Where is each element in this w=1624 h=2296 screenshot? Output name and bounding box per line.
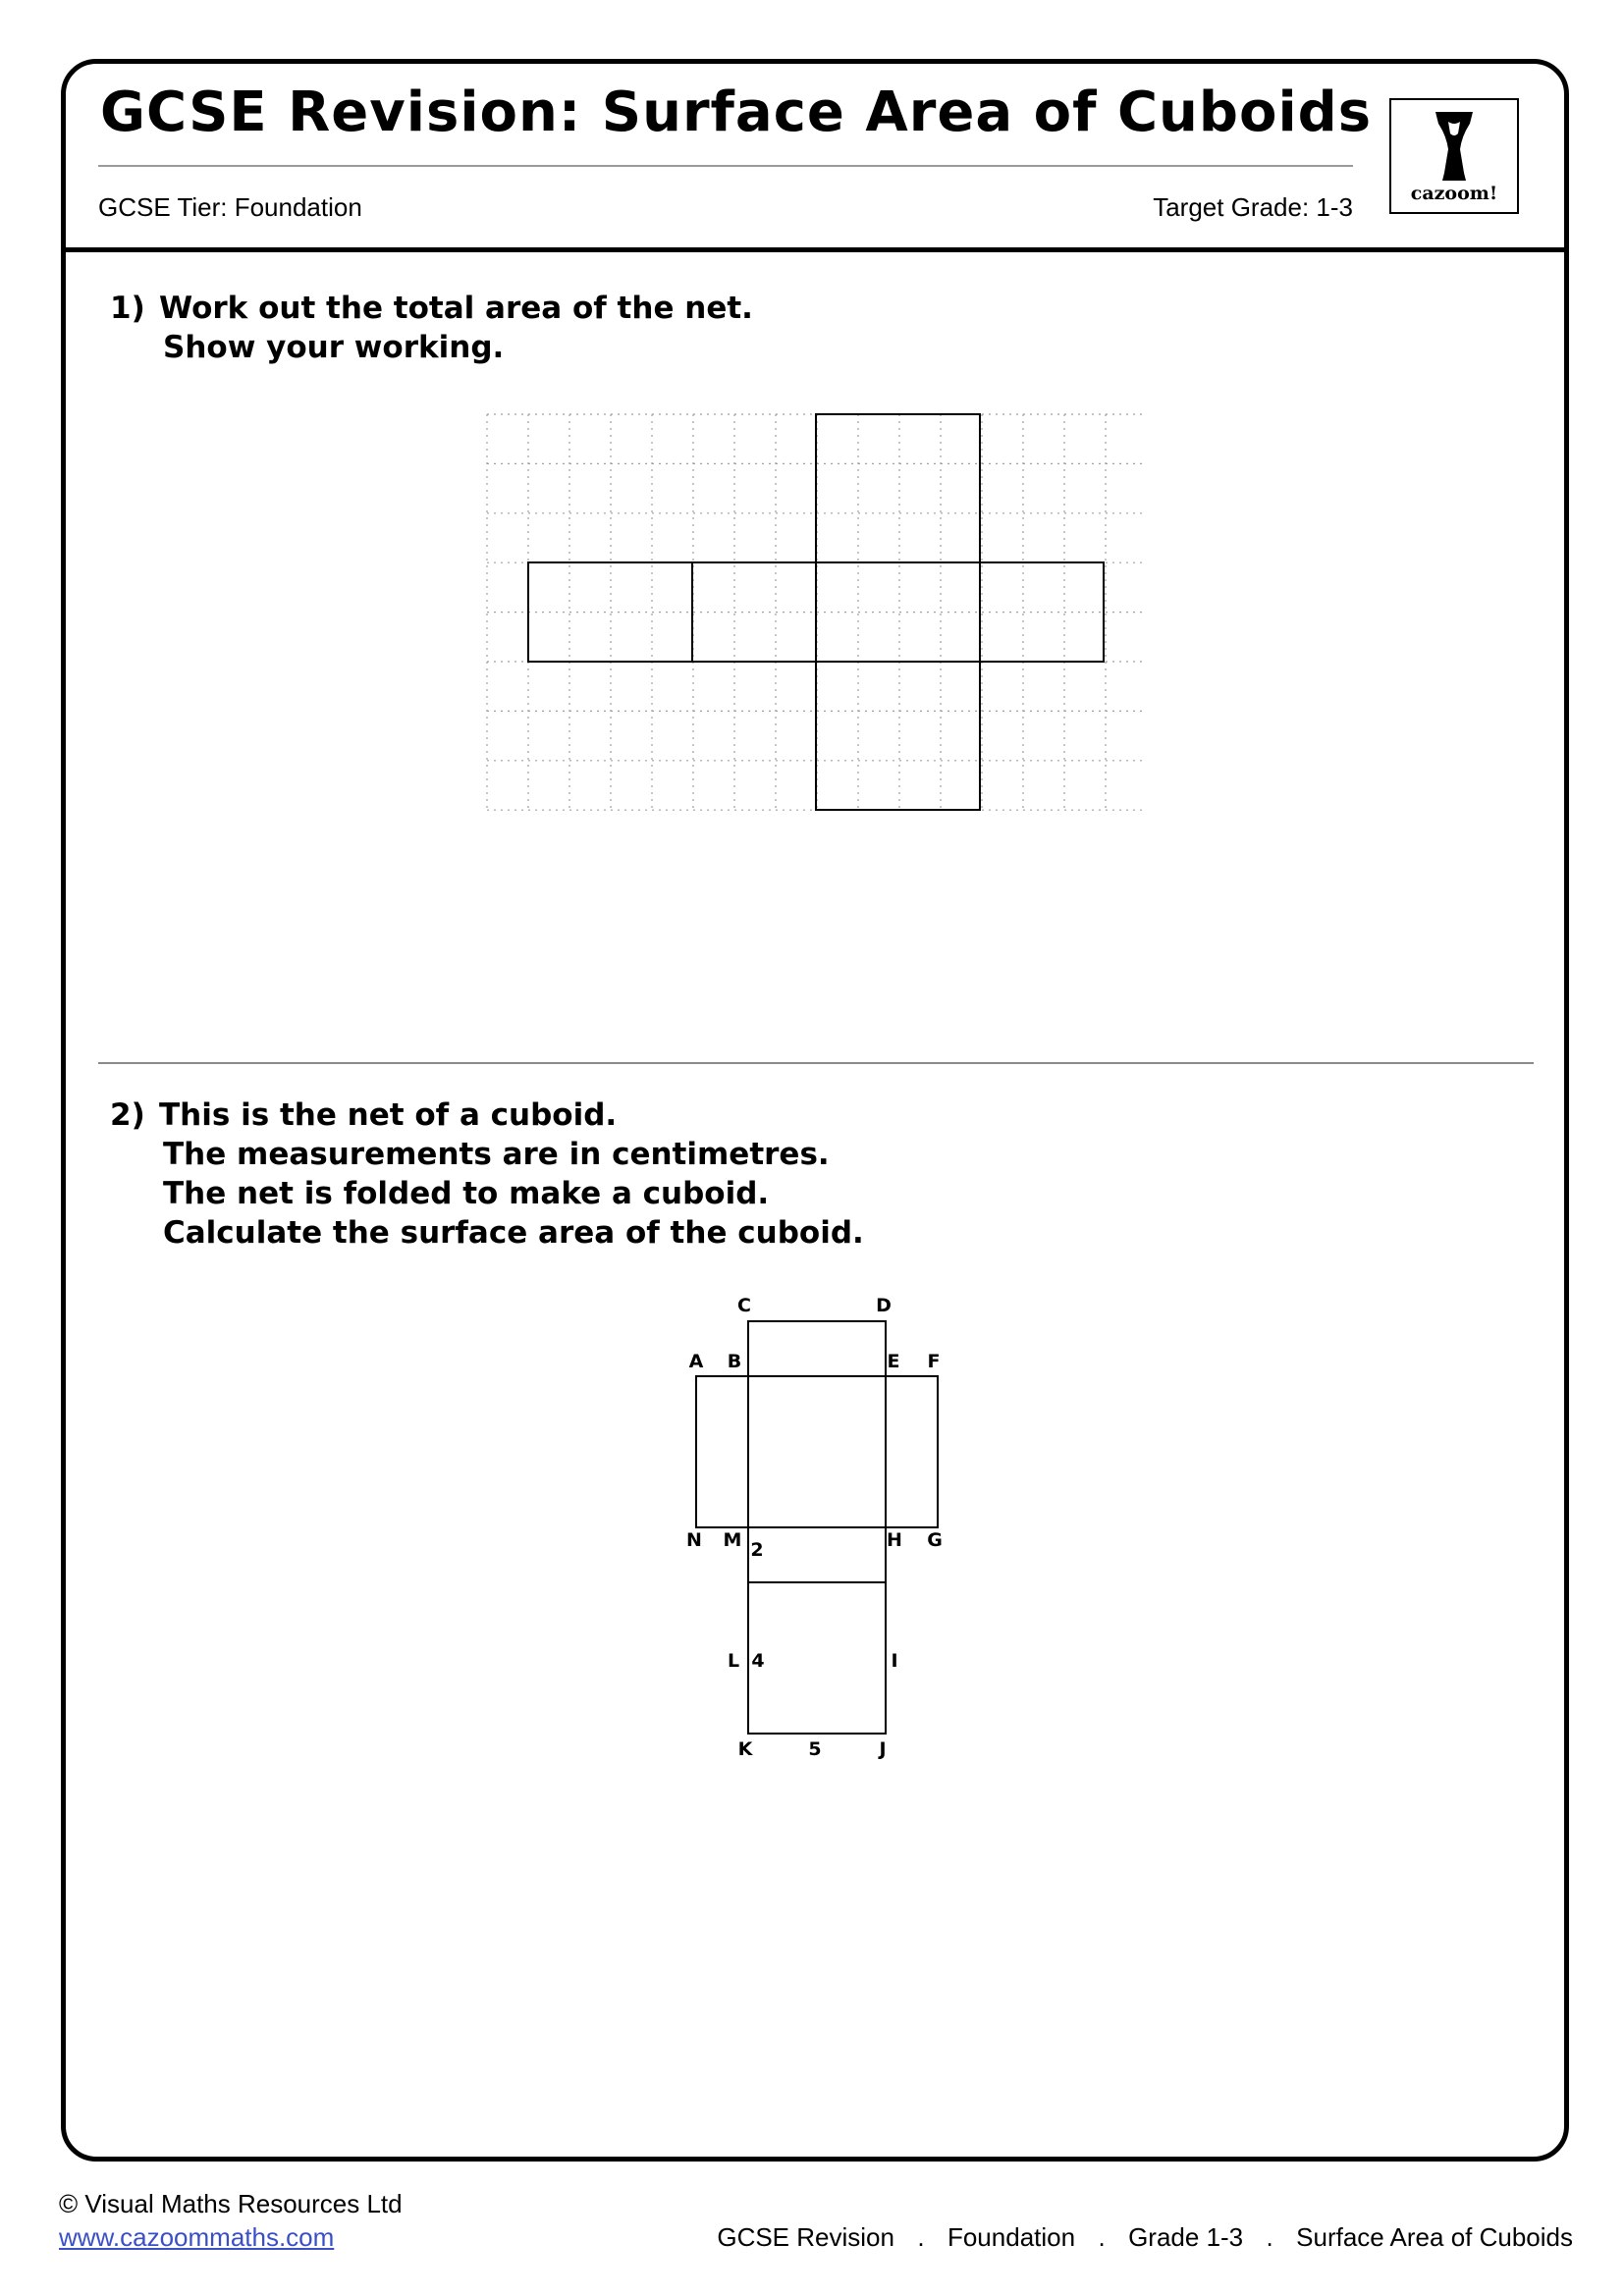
vertex-label-m: M — [723, 1529, 742, 1551]
question-2-line-2: The measurements are in centimetres. — [163, 1137, 830, 1172]
target-grade-label: Target Grade: 1-3 — [1153, 192, 1353, 222]
footer-nav-item: Surface Area of Cuboids — [1296, 2222, 1573, 2252]
footer-separator: . — [917, 2222, 925, 2252]
footer-nav-item: Foundation — [947, 2222, 1076, 2252]
dimension-label-4: 4 — [751, 1650, 765, 1672]
question-2-line-4: Calculate the surface area of the cuboid. — [163, 1215, 864, 1251]
net2-lower-face — [748, 1527, 886, 1582]
dimension-label-2: 2 — [750, 1539, 764, 1561]
vertex-label-d: D — [876, 1295, 892, 1316]
net2-right-face — [886, 1376, 938, 1527]
tier-label: GCSE Tier: Foundation — [98, 192, 362, 222]
vertex-label-k: K — [737, 1738, 753, 1760]
vertex-label-n: N — [686, 1529, 702, 1551]
net2-centre-face — [748, 1376, 886, 1527]
question-1-line-1: Work out the total area of the net. — [159, 291, 753, 326]
vertex-label-i: I — [891, 1650, 898, 1672]
question-2-line-3: The net is folded to make a cuboid. — [163, 1176, 770, 1211]
vertex-label-a: A — [688, 1351, 704, 1372]
vertex-label-b: B — [727, 1351, 742, 1372]
vertex-label-g: G — [927, 1529, 943, 1551]
vertex-label-l: L — [727, 1650, 740, 1672]
question-2-line-1: This is the net of a cuboid. — [159, 1097, 618, 1133]
footer-breadcrumb — [717, 2222, 1573, 2253]
question-1-number: 1) — [110, 291, 145, 326]
footer-separator: . — [1098, 2222, 1106, 2252]
net2-bottom-face — [748, 1582, 886, 1734]
vertex-label-h: H — [887, 1529, 902, 1551]
vertex-label-e: E — [887, 1351, 900, 1372]
vertex-label-j: J — [879, 1738, 887, 1760]
dimension-label-5: 5 — [808, 1738, 822, 1760]
footer-nav-item: Grade 1-3 — [1128, 2222, 1244, 2252]
page-title: GCSE Revision: Surface Area of Cuboids — [100, 80, 1373, 144]
question-2-number: 2) — [110, 1097, 145, 1133]
vertex-label-f: F — [927, 1351, 941, 1372]
footer-copyright: © Visual Maths Resources Ltd — [59, 2189, 403, 2218]
net2-top-face — [748, 1321, 886, 1376]
footer-nav-item: GCSE Revision — [717, 2222, 894, 2252]
question-1-line-2: Show your working. — [163, 330, 505, 365]
logo-text: cazoom! — [1410, 183, 1498, 204]
footer-website-link[interactable]: www.cazoommaths.com — [59, 2222, 335, 2252]
footer-separator: . — [1266, 2222, 1273, 2252]
vertex-label-c: C — [737, 1295, 751, 1316]
net2-left-face — [696, 1376, 748, 1527]
